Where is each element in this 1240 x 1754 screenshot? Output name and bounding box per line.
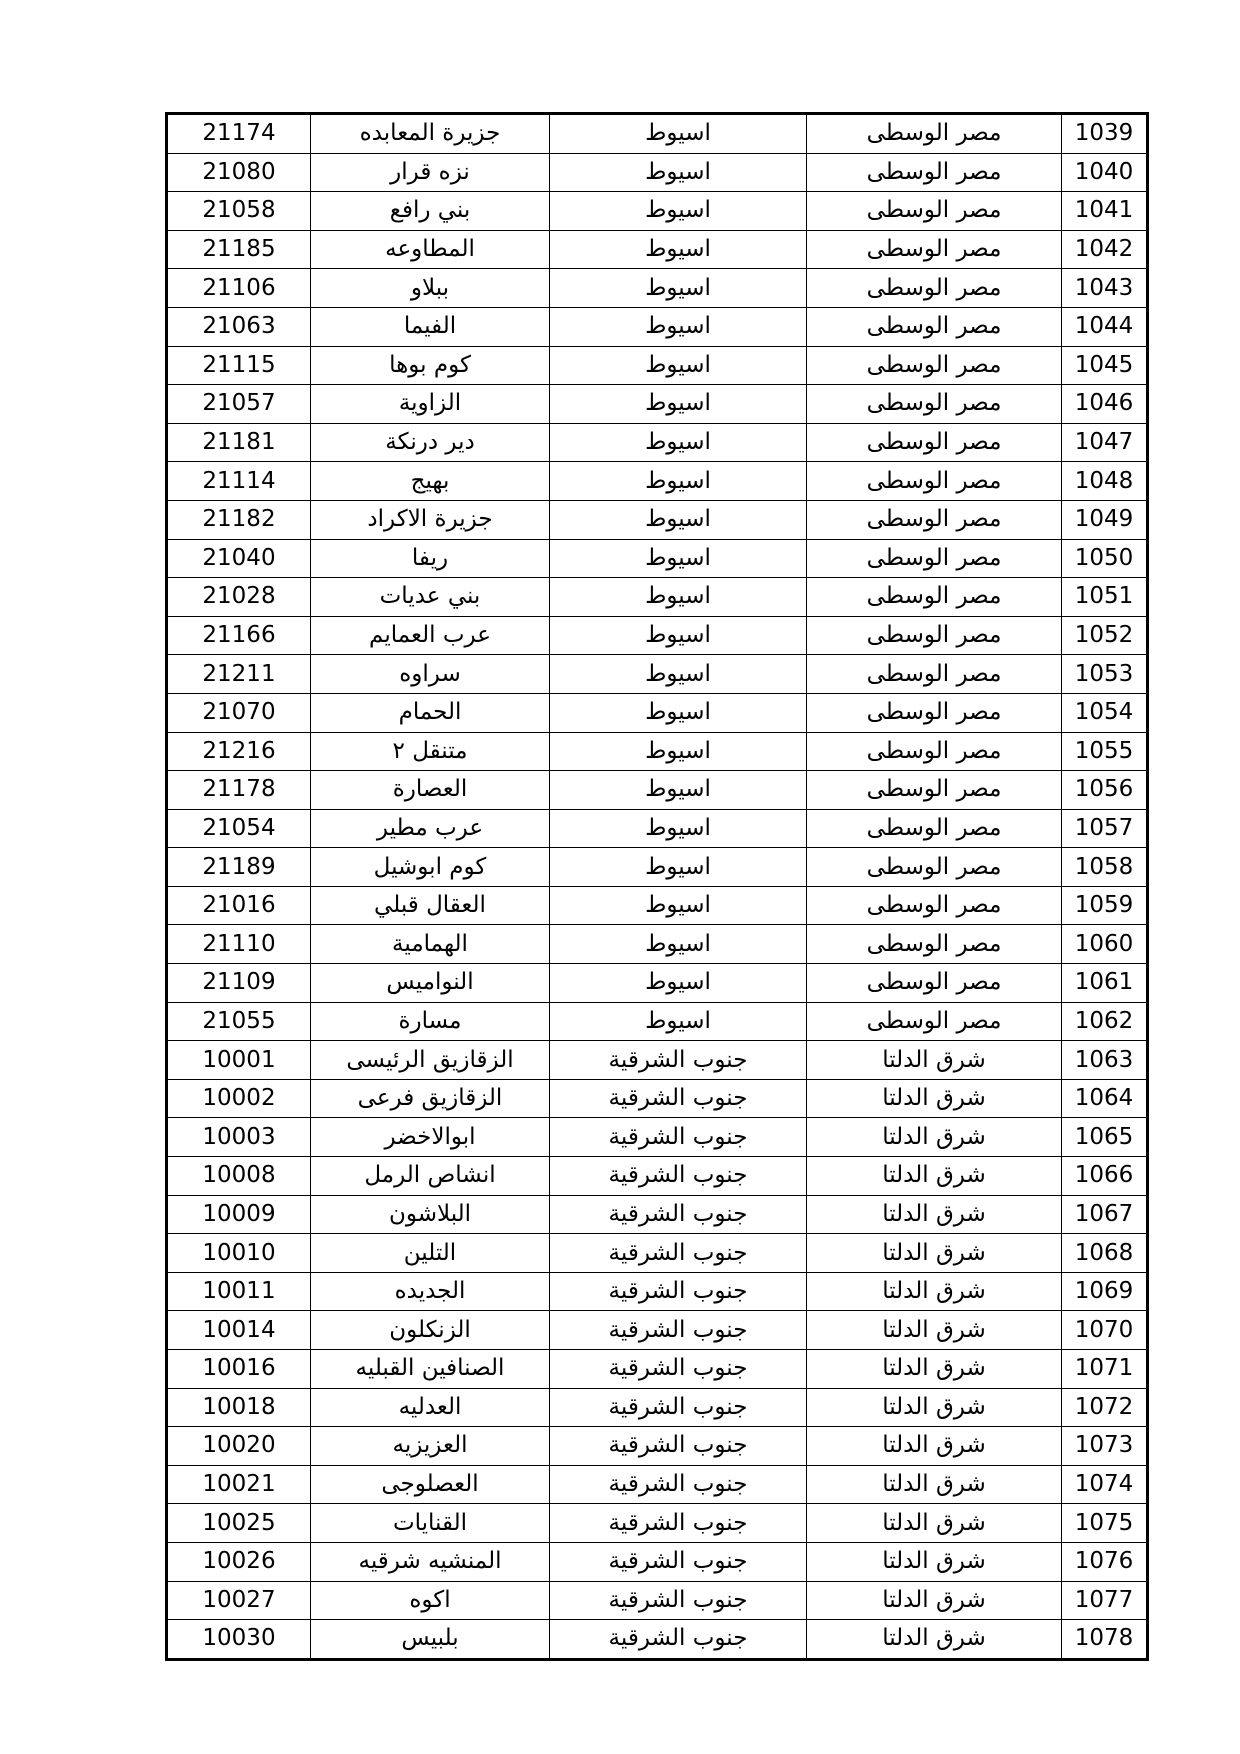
cell-index: 1048 xyxy=(1062,462,1148,501)
cell-governorate: اسيوط xyxy=(550,539,807,578)
cell-code: 21106 xyxy=(167,269,311,308)
cell-code: 21070 xyxy=(167,693,311,732)
cell-region: شرق الدلتا xyxy=(807,1465,1062,1504)
cell-index: 1075 xyxy=(1062,1504,1148,1543)
cell-index: 1056 xyxy=(1062,771,1148,810)
table-row xyxy=(167,1427,1148,1466)
cell-region: شرق الدلتا xyxy=(807,1079,1062,1118)
cell-region: مصر الوسطى xyxy=(807,153,1062,192)
cell-region: مصر الوسطى xyxy=(807,500,1062,539)
table-row xyxy=(167,1311,1148,1350)
cell-code: 21057 xyxy=(167,385,311,424)
cell-governorate: اسيوط xyxy=(550,269,807,308)
cell-office-name: الزنكلون xyxy=(311,1311,550,1350)
cell-region: شرق الدلتا xyxy=(807,1620,1062,1660)
cell-code: 10018 xyxy=(167,1388,311,1427)
cell-governorate: اسيوط xyxy=(550,616,807,655)
cell-index: 1051 xyxy=(1062,578,1148,617)
cell-region: شرق الدلتا xyxy=(807,1542,1062,1581)
cell-code: 21166 xyxy=(167,616,311,655)
cell-governorate: جنوب الشرقية xyxy=(550,1620,807,1660)
cell-region: مصر الوسطى xyxy=(807,771,1062,810)
cell-office-name: ابوالاخضر xyxy=(311,1118,550,1157)
table-row xyxy=(167,732,1148,771)
cell-code: 10014 xyxy=(167,1311,311,1350)
cell-code: 10003 xyxy=(167,1118,311,1157)
cell-office-name: الزقازيق الرئيسى xyxy=(311,1041,550,1080)
table-row xyxy=(167,578,1148,617)
cell-region: مصر الوسطى xyxy=(807,655,1062,694)
cell-region: مصر الوسطى xyxy=(807,1002,1062,1041)
cell-index: 1050 xyxy=(1062,539,1148,578)
cell-code: 21189 xyxy=(167,848,311,887)
cell-office-name: المنشيه شرقيه xyxy=(311,1542,550,1581)
cell-governorate: جنوب الشرقية xyxy=(550,1581,807,1620)
cell-region: مصر الوسطى xyxy=(807,809,1062,848)
cell-governorate: جنوب الشرقية xyxy=(550,1427,807,1466)
cell-index: 1072 xyxy=(1062,1388,1148,1427)
cell-office-name: ببلاو xyxy=(311,269,550,308)
cell-index: 1042 xyxy=(1062,230,1148,269)
cell-code: 10016 xyxy=(167,1350,311,1389)
cell-code: 10009 xyxy=(167,1195,311,1234)
cell-index: 1055 xyxy=(1062,732,1148,771)
cell-region: مصر الوسطى xyxy=(807,385,1062,424)
cell-office-name: ريفا xyxy=(311,539,550,578)
cell-region: مصر الوسطى xyxy=(807,346,1062,385)
cell-governorate: جنوب الشرقية xyxy=(550,1157,807,1196)
table-row xyxy=(167,886,1148,925)
cell-code: 21080 xyxy=(167,153,311,192)
cell-office-name: دير درنكة xyxy=(311,423,550,462)
cell-code: 21063 xyxy=(167,307,311,346)
cell-code: 10025 xyxy=(167,1504,311,1543)
cell-code: 21114 xyxy=(167,462,311,501)
cell-office-name: العصارة xyxy=(311,771,550,810)
cell-region: مصر الوسطى xyxy=(807,307,1062,346)
cell-governorate: اسيوط xyxy=(550,848,807,887)
cell-code: 10026 xyxy=(167,1542,311,1581)
cell-office-name: كوم ابوشيل xyxy=(311,848,550,887)
cell-office-name: كوم بوها xyxy=(311,346,550,385)
table-row xyxy=(167,1118,1148,1157)
cell-office-name: بني عديات xyxy=(311,578,550,617)
cell-office-name: العصلوجى xyxy=(311,1465,550,1504)
table-row xyxy=(167,1504,1148,1543)
cell-office-name: النواميس xyxy=(311,964,550,1003)
cell-governorate: اسيوط xyxy=(550,578,807,617)
table-row xyxy=(167,230,1148,269)
cell-office-name: القنايات xyxy=(311,1504,550,1543)
cell-region: مصر الوسطى xyxy=(807,693,1062,732)
cell-office-name: عرب مطير xyxy=(311,809,550,848)
cell-region: شرق الدلتا xyxy=(807,1272,1062,1311)
cell-index: 1045 xyxy=(1062,346,1148,385)
cell-region: مصر الوسطى xyxy=(807,616,1062,655)
cell-region: مصر الوسطى xyxy=(807,423,1062,462)
table-row xyxy=(167,655,1148,694)
table-row xyxy=(167,346,1148,385)
cell-governorate: اسيوط xyxy=(550,925,807,964)
table-row xyxy=(167,1465,1148,1504)
cell-index: 1067 xyxy=(1062,1195,1148,1234)
cell-index: 1064 xyxy=(1062,1079,1148,1118)
cell-region: شرق الدلتا xyxy=(807,1388,1062,1427)
table-row xyxy=(167,1157,1148,1196)
cell-governorate: اسيوط xyxy=(550,192,807,231)
cell-office-name: العزيزيه xyxy=(311,1427,550,1466)
cell-office-name: الصنافين القبليه xyxy=(311,1350,550,1389)
cell-office-name: بهيج xyxy=(311,462,550,501)
cell-index: 1058 xyxy=(1062,848,1148,887)
cell-region: مصر الوسطى xyxy=(807,578,1062,617)
table-row xyxy=(167,1002,1148,1041)
cell-code: 10002 xyxy=(167,1079,311,1118)
table-row xyxy=(167,1079,1148,1118)
table-row xyxy=(167,1234,1148,1273)
cell-governorate: اسيوط xyxy=(550,307,807,346)
cell-region: شرق الدلتا xyxy=(807,1041,1062,1080)
cell-governorate: اسيوط xyxy=(550,114,807,154)
table-row xyxy=(167,307,1148,346)
cell-office-name: العقال قبلي xyxy=(311,886,550,925)
cell-code: 21016 xyxy=(167,886,311,925)
table-row xyxy=(167,1041,1148,1080)
cell-office-name: الحمام xyxy=(311,693,550,732)
cell-index: 1068 xyxy=(1062,1234,1148,1273)
table-row xyxy=(167,1388,1148,1427)
cell-code: 21178 xyxy=(167,771,311,810)
cell-index: 1046 xyxy=(1062,385,1148,424)
cell-governorate: اسيوط xyxy=(550,346,807,385)
cell-office-name: المطاوعه xyxy=(311,230,550,269)
cell-office-name: مسارة xyxy=(311,1002,550,1041)
cell-index: 1063 xyxy=(1062,1041,1148,1080)
cell-region: شرق الدلتا xyxy=(807,1311,1062,1350)
cell-code: 10008 xyxy=(167,1157,311,1196)
table-row xyxy=(167,114,1148,154)
cell-code: 10001 xyxy=(167,1041,311,1080)
cell-region: مصر الوسطى xyxy=(807,925,1062,964)
cell-index: 1060 xyxy=(1062,925,1148,964)
cell-governorate: اسيوط xyxy=(550,385,807,424)
cell-office-name: اكوه xyxy=(311,1581,550,1620)
cell-governorate: جنوب الشرقية xyxy=(550,1234,807,1273)
cell-office-name: جزيرة المعابده xyxy=(311,114,550,154)
cell-index: 1066 xyxy=(1062,1157,1148,1196)
cell-code: 21115 xyxy=(167,346,311,385)
cell-code: 10021 xyxy=(167,1465,311,1504)
cell-index: 1043 xyxy=(1062,269,1148,308)
cell-office-name: الفيما xyxy=(311,307,550,346)
cell-index: 1078 xyxy=(1062,1620,1148,1660)
cell-region: شرق الدلتا xyxy=(807,1118,1062,1157)
cell-governorate: اسيوط xyxy=(550,809,807,848)
cell-code: 10020 xyxy=(167,1427,311,1466)
cell-code: 10030 xyxy=(167,1620,311,1660)
cell-index: 1070 xyxy=(1062,1311,1148,1350)
cell-office-name: البلاشون xyxy=(311,1195,550,1234)
cell-governorate: جنوب الشرقية xyxy=(550,1388,807,1427)
cell-office-name: بني رافع xyxy=(311,192,550,231)
cell-governorate: اسيوط xyxy=(550,423,807,462)
cell-index: 1044 xyxy=(1062,307,1148,346)
table-row xyxy=(167,1620,1148,1660)
cell-index: 1049 xyxy=(1062,500,1148,539)
cell-code: 21058 xyxy=(167,192,311,231)
cell-index: 1059 xyxy=(1062,886,1148,925)
cell-index: 1062 xyxy=(1062,1002,1148,1041)
cell-index: 1076 xyxy=(1062,1542,1148,1581)
cell-office-name: الهمامية xyxy=(311,925,550,964)
cell-governorate: جنوب الشرقية xyxy=(550,1195,807,1234)
cell-governorate: اسيوط xyxy=(550,500,807,539)
table-row xyxy=(167,809,1148,848)
cell-region: شرق الدلتا xyxy=(807,1234,1062,1273)
cell-code: 21174 xyxy=(167,114,311,154)
cell-region: مصر الوسطى xyxy=(807,114,1062,154)
cell-code: 21216 xyxy=(167,732,311,771)
cell-index: 1069 xyxy=(1062,1272,1148,1311)
cell-office-name: عرب العمايم xyxy=(311,616,550,655)
table-row xyxy=(167,616,1148,655)
table-row xyxy=(167,1272,1148,1311)
cell-region: شرق الدلتا xyxy=(807,1157,1062,1196)
cell-governorate: اسيوط xyxy=(550,230,807,269)
cell-code: 21040 xyxy=(167,539,311,578)
cell-region: مصر الوسطى xyxy=(807,964,1062,1003)
table-body xyxy=(167,114,1148,1660)
cell-office-name: الزاوية xyxy=(311,385,550,424)
cell-region: مصر الوسطى xyxy=(807,848,1062,887)
table-row xyxy=(167,964,1148,1003)
cell-index: 1041 xyxy=(1062,192,1148,231)
cell-region: مصر الوسطى xyxy=(807,269,1062,308)
cell-governorate: جنوب الشرقية xyxy=(550,1079,807,1118)
cell-governorate: اسيوط xyxy=(550,1002,807,1041)
cell-governorate: جنوب الشرقية xyxy=(550,1542,807,1581)
cell-office-name: جزيرة الاكراد xyxy=(311,500,550,539)
table-row xyxy=(167,693,1148,732)
cell-region: شرق الدلتا xyxy=(807,1427,1062,1466)
table-row xyxy=(167,1542,1148,1581)
cell-code: 21211 xyxy=(167,655,311,694)
cell-office-name: نزه قرار xyxy=(311,153,550,192)
cell-office-name: الجديده xyxy=(311,1272,550,1311)
cell-region: مصر الوسطى xyxy=(807,462,1062,501)
cell-governorate: جنوب الشرقية xyxy=(550,1465,807,1504)
cell-governorate: اسيوط xyxy=(550,462,807,501)
cell-index: 1039 xyxy=(1062,114,1148,154)
table-row xyxy=(167,269,1148,308)
table-row xyxy=(167,153,1148,192)
cell-region: مصر الوسطى xyxy=(807,732,1062,771)
cell-region: شرق الدلتا xyxy=(807,1504,1062,1543)
cell-region: شرق الدلتا xyxy=(807,1195,1062,1234)
cell-index: 1065 xyxy=(1062,1118,1148,1157)
cell-index: 1077 xyxy=(1062,1581,1148,1620)
cell-code: 21055 xyxy=(167,1002,311,1041)
table-row xyxy=(167,1350,1148,1389)
cell-region: شرق الدلتا xyxy=(807,1350,1062,1389)
table-row xyxy=(167,771,1148,810)
cell-region: شرق الدلتا xyxy=(807,1581,1062,1620)
post-office-table xyxy=(165,112,1149,1661)
cell-governorate: اسيوط xyxy=(550,693,807,732)
cell-governorate: اسيوط xyxy=(550,886,807,925)
cell-code: 21185 xyxy=(167,230,311,269)
cell-governorate: اسيوط xyxy=(550,964,807,1003)
cell-code: 21028 xyxy=(167,578,311,617)
cell-governorate: اسيوط xyxy=(550,732,807,771)
table-row xyxy=(167,539,1148,578)
table-row xyxy=(167,1195,1148,1234)
table-row xyxy=(167,192,1148,231)
cell-code: 10027 xyxy=(167,1581,311,1620)
cell-region: مصر الوسطى xyxy=(807,230,1062,269)
cell-governorate: جنوب الشرقية xyxy=(550,1272,807,1311)
cell-region: مصر الوسطى xyxy=(807,192,1062,231)
cell-office-name: العدليه xyxy=(311,1388,550,1427)
table-row xyxy=(167,925,1148,964)
cell-code: 10010 xyxy=(167,1234,311,1273)
cell-governorate: جنوب الشرقية xyxy=(550,1041,807,1080)
cell-code: 21110 xyxy=(167,925,311,964)
cell-index: 1071 xyxy=(1062,1350,1148,1389)
table-row xyxy=(167,462,1148,501)
cell-code: 10011 xyxy=(167,1272,311,1311)
cell-code: 21181 xyxy=(167,423,311,462)
table-row xyxy=(167,500,1148,539)
cell-index: 1057 xyxy=(1062,809,1148,848)
cell-governorate: اسيوط xyxy=(550,153,807,192)
cell-office-name: متنقل ٢ xyxy=(311,732,550,771)
cell-index: 1074 xyxy=(1062,1465,1148,1504)
cell-index: 1061 xyxy=(1062,964,1148,1003)
cell-office-name: الزقازيق فرعى xyxy=(311,1079,550,1118)
cell-governorate: اسيوط xyxy=(550,771,807,810)
cell-code: 21182 xyxy=(167,500,311,539)
cell-region: مصر الوسطى xyxy=(807,886,1062,925)
cell-index: 1073 xyxy=(1062,1427,1148,1466)
cell-governorate: اسيوط xyxy=(550,655,807,694)
cell-governorate: جنوب الشرقية xyxy=(550,1504,807,1543)
cell-index: 1053 xyxy=(1062,655,1148,694)
cell-index: 1052 xyxy=(1062,616,1148,655)
table-row xyxy=(167,385,1148,424)
cell-region: مصر الوسطى xyxy=(807,539,1062,578)
cell-index: 1054 xyxy=(1062,693,1148,732)
cell-governorate: جنوب الشرقية xyxy=(550,1118,807,1157)
cell-office-name: سراوه xyxy=(311,655,550,694)
cell-office-name: انشاص الرمل xyxy=(311,1157,550,1196)
cell-office-name: التلين xyxy=(311,1234,550,1273)
cell-governorate: جنوب الشرقية xyxy=(550,1350,807,1389)
cell-code: 21109 xyxy=(167,964,311,1003)
table-row xyxy=(167,1581,1148,1620)
table-row xyxy=(167,848,1148,887)
cell-governorate: جنوب الشرقية xyxy=(550,1311,807,1350)
table-row xyxy=(167,423,1148,462)
cell-index: 1040 xyxy=(1062,153,1148,192)
cell-index: 1047 xyxy=(1062,423,1148,462)
cell-code: 21054 xyxy=(167,809,311,848)
cell-office-name: بلبيس xyxy=(311,1620,550,1660)
